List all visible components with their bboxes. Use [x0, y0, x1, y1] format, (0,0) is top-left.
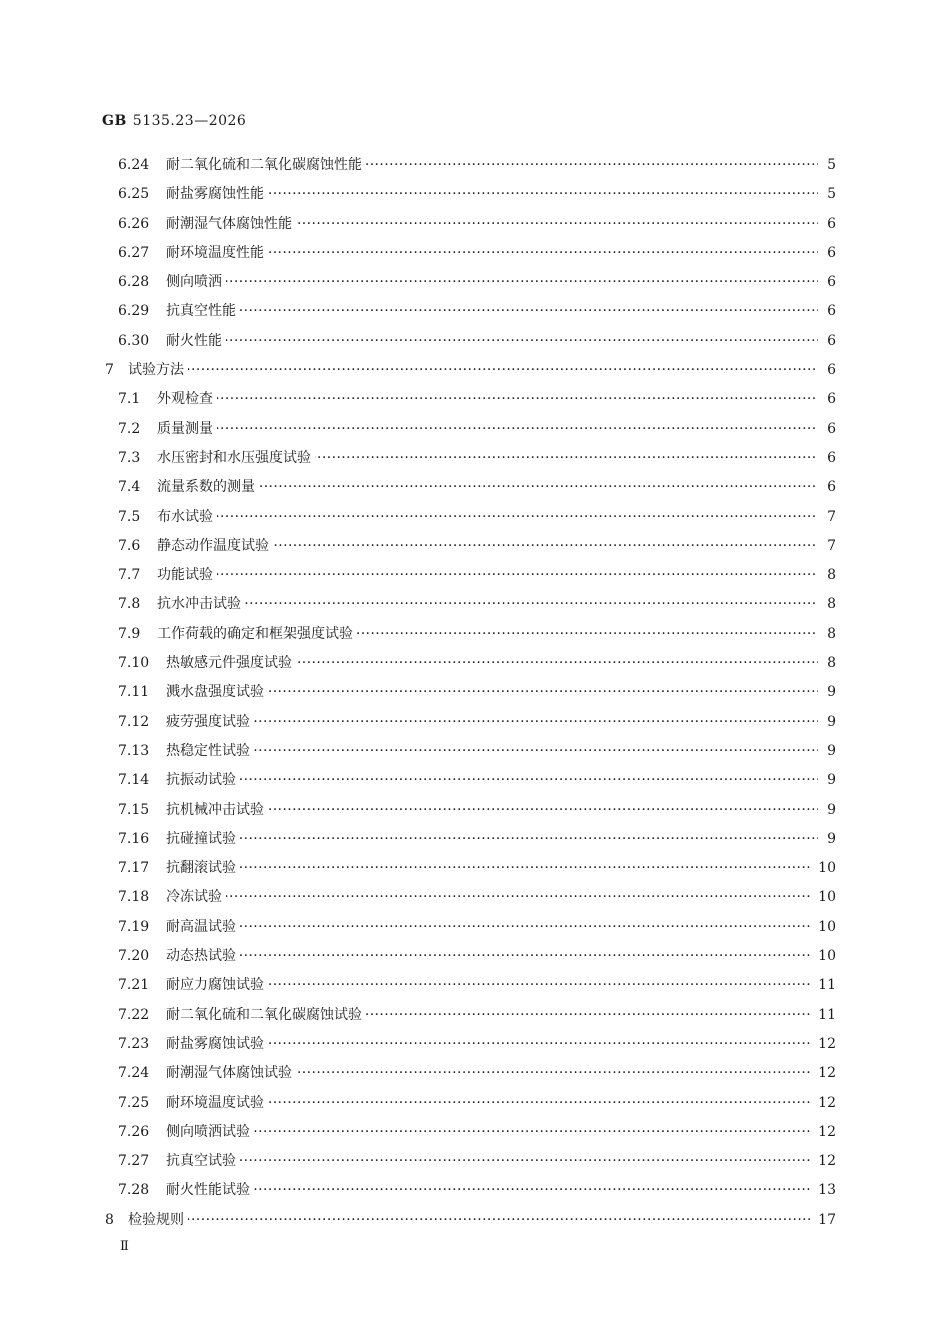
toc-entry-title: 功能试验 [157, 561, 217, 590]
toc-entry[interactable] [0, 796, 950, 825]
toc-entry[interactable] [0, 151, 950, 180]
toc-entry-page: 6 [827, 449, 836, 466]
toc-entry-title: 耐二氧化硫和二氧化碳腐蚀试验 [166, 1001, 366, 1030]
toc-entry[interactable] [0, 766, 950, 795]
toc-leader-dots [166, 327, 818, 356]
toc-entry[interactable] [0, 1206, 950, 1235]
toc-entry-title: 水压密封和水压强度试验 [157, 444, 315, 473]
toc-entry-page: 9 [827, 772, 836, 789]
toc-entry[interactable] [0, 561, 950, 590]
toc-entry-page: 12 [818, 1153, 836, 1170]
toc-entry-page: 6 [827, 420, 836, 437]
toc-entry-page: 12 [818, 1065, 836, 1082]
toc-entry-title: 流量系数的测量 [157, 473, 259, 502]
toc-entry[interactable] [0, 239, 950, 268]
toc-entry[interactable] [0, 590, 950, 619]
toc-entry-title: 耐环境温度试验 [166, 1089, 268, 1118]
toc-entry-number: 7.13 [118, 742, 150, 759]
toc-entry-number: 7.24 [118, 1065, 150, 1082]
toc-entry-page: 7 [827, 508, 836, 525]
toc-entry[interactable] [0, 1089, 950, 1118]
toc-entry-page: 9 [827, 830, 836, 847]
toc-entry[interactable] [0, 210, 950, 239]
toc-entry-page: 10 [818, 860, 836, 877]
toc-entry-title: 抗真空试验 [166, 1147, 240, 1176]
toc-entry-page: 5 [827, 157, 836, 173]
toc-entry-number: 7.15 [118, 801, 150, 818]
toc-leader-dots [166, 913, 810, 942]
toc-entry-title: 耐火性能试验 [166, 1176, 254, 1205]
toc-entry-page: 8 [827, 596, 836, 613]
toc-entry-page: 7 [827, 537, 836, 554]
toc-entry[interactable] [0, 297, 950, 326]
toc-entry[interactable] [0, 708, 950, 737]
toc-entry-page: 8 [827, 567, 836, 584]
toc-entry-number: 7.18 [118, 889, 150, 906]
toc-entry-number: 7.6 [118, 537, 141, 554]
toc-entry-title: 耐潮湿气体腐蚀试验 [166, 1059, 296, 1088]
toc-entry-number: 7.1 [118, 391, 141, 408]
toc-entry-number: 7.22 [118, 1006, 150, 1023]
toc-entry-number: 7.11 [118, 684, 150, 701]
toc-entry-number: 7.17 [118, 860, 150, 877]
toc-leader-dots [157, 503, 818, 532]
toc-entry[interactable] [0, 620, 950, 649]
toc-entry-number: 7.2 [118, 420, 141, 437]
toc-entry-title: 侧向喷洒试验 [166, 1118, 254, 1147]
toc-entry-page: 6 [827, 479, 836, 496]
toc-entry-page: 5 [827, 186, 836, 203]
toc-leader-dots [166, 1176, 810, 1205]
toc-entry[interactable] [0, 473, 950, 502]
toc-leader-dots [157, 590, 818, 619]
toc-entry-title: 耐盐雾腐蚀试验 [166, 1030, 268, 1059]
toc-entry-page: 11 [818, 1006, 836, 1023]
toc-entry-number: 8 [105, 1211, 114, 1228]
toc-entry[interactable] [0, 1030, 950, 1059]
toc-leader-dots [166, 825, 818, 854]
toc-entry-page: 6 [827, 274, 836, 291]
toc-entry[interactable] [0, 356, 950, 385]
toc-entry-page: 6 [827, 244, 836, 261]
toc-leader-dots [166, 268, 818, 297]
toc-entry[interactable] [0, 1001, 950, 1030]
toc-entry-title: 抗碰撞试验 [166, 825, 240, 854]
toc-entry[interactable] [0, 532, 950, 561]
toc-entry-title: 耐高温试验 [166, 913, 240, 942]
toc-entry[interactable] [0, 942, 950, 971]
toc-entry[interactable] [0, 268, 950, 297]
toc-entry[interactable] [0, 883, 950, 912]
toc-entry-number: 6.29 [118, 303, 150, 320]
toc-entry-title: 试验方法 [128, 356, 188, 385]
toc-entry-number: 7.26 [118, 1123, 150, 1140]
toc-leader-dots [166, 708, 818, 737]
toc-entry[interactable] [0, 415, 950, 444]
toc-entry-number: 6.27 [118, 244, 150, 261]
toc-entry[interactable] [0, 678, 950, 707]
toc-entry-number: 6.25 [118, 186, 150, 203]
toc-entry[interactable] [0, 854, 950, 883]
toc-entry-number: 7.5 [118, 508, 141, 525]
toc-entry-number: 6.28 [118, 274, 150, 291]
toc-entry-page: 9 [827, 801, 836, 818]
toc-leader-dots [166, 854, 810, 883]
toc-entry-title: 耐潮湿气体腐蚀性能 [166, 210, 296, 239]
toc-entry-page: 12 [818, 1035, 836, 1052]
toc-entry-page: 6 [827, 303, 836, 320]
toc-entry[interactable] [0, 503, 950, 532]
toc-entry-number: 7.8 [118, 596, 141, 613]
toc-entry[interactable] [0, 1059, 950, 1088]
toc-entry-page: 10 [818, 918, 836, 935]
toc-entry-number: 7.10 [118, 655, 150, 672]
toc-entry[interactable] [0, 737, 950, 766]
toc-entry-page: 10 [818, 889, 836, 906]
toc-entry[interactable] [0, 1176, 950, 1205]
toc-entry-title: 抗机械冲击试验 [166, 796, 268, 825]
toc-leader-dots [166, 883, 810, 912]
toc-entry-page: 6 [827, 332, 836, 349]
toc-entry-number: 7.12 [118, 713, 150, 730]
toc-entry-title: 耐火性能 [166, 327, 226, 356]
toc-leader-dots [166, 1147, 810, 1176]
toc-leader-dots [166, 297, 818, 326]
toc-entry-number: 7.27 [118, 1153, 150, 1170]
toc-entry-title: 溅水盘强度试验 [166, 678, 268, 707]
toc-entry[interactable] [0, 180, 950, 209]
toc-entry-title: 抗翻滚试验 [166, 854, 240, 883]
toc-entry-number: 7.4 [118, 479, 141, 496]
toc-entry-number: 7.20 [118, 948, 150, 965]
toc-entry-number: 6.30 [118, 332, 150, 349]
toc-entry-page: 8 [827, 625, 836, 642]
toc-entry-title: 疲劳强度试验 [166, 708, 254, 737]
toc-entry-number: 6.26 [118, 215, 150, 232]
toc-entry-title: 耐二氧化硫和二氧化碳腐蚀性能 [166, 151, 366, 180]
toc-entry[interactable] [0, 444, 950, 473]
toc-leader-dots [166, 766, 818, 795]
toc-entry-title: 静态动作温度试验 [157, 532, 273, 561]
toc-entry-page: 17 [818, 1211, 836, 1228]
toc-leader-dots [166, 1118, 810, 1147]
toc-entry-title: 侧向喷洒 [166, 268, 226, 297]
toc-entry-number: 7.16 [118, 830, 150, 847]
toc-entry-number: 7.9 [118, 625, 141, 642]
toc-entry-page: 9 [827, 713, 836, 730]
toc-entry-title: 外观检查 [157, 385, 217, 414]
toc-entry[interactable] [0, 971, 950, 1000]
toc-entry-page: 11 [818, 977, 836, 994]
toc-leader-dots [128, 356, 818, 385]
toc-entry-number: 7 [105, 362, 114, 379]
table-of-contents [0, 151, 950, 1235]
toc-entry-page: 6 [827, 215, 836, 232]
toc-entry-number: 7.28 [118, 1182, 150, 1199]
toc-entry-title: 热稳定性试验 [166, 737, 254, 766]
toc-entry[interactable] [0, 385, 950, 414]
toc-leader-dots [128, 1206, 810, 1235]
toc-leader-dots [166, 942, 810, 971]
toc-entry-title: 热敏感元件强度试验 [166, 649, 296, 678]
toc-entry[interactable] [0, 327, 950, 356]
toc-entry[interactable] [0, 1147, 950, 1176]
document-header [102, 113, 246, 129]
toc-entry-number: 7.3 [118, 449, 141, 466]
standard-code: GB [102, 113, 127, 129]
toc-entry-title: 抗水冲击试验 [157, 590, 245, 619]
toc-entry[interactable] [0, 825, 950, 854]
toc-entry-page: 12 [818, 1094, 836, 1111]
toc-entry-number: 7.14 [118, 772, 150, 789]
page-number-roman: Ⅱ [120, 1239, 129, 1254]
toc-entry-title: 动态热试验 [166, 942, 240, 971]
toc-entry-title: 耐盐雾腐蚀性能 [166, 180, 268, 209]
toc-leader-dots [157, 385, 818, 414]
toc-entry-title: 耐应力腐蚀试验 [166, 971, 268, 1000]
toc-entry-number: 7.23 [118, 1035, 150, 1052]
toc-entry-page: 9 [827, 742, 836, 759]
toc-entry-title: 检验规则 [128, 1206, 188, 1235]
toc-leader-dots [166, 737, 818, 766]
toc-entry[interactable] [0, 913, 950, 942]
toc-entry[interactable] [0, 1118, 950, 1147]
toc-entry[interactable] [0, 649, 950, 678]
toc-entry-page: 12 [818, 1123, 836, 1140]
toc-entry-page: 8 [827, 655, 836, 672]
toc-entry-title: 冷冻试验 [166, 883, 226, 912]
toc-entry-number: 7.19 [118, 918, 150, 935]
toc-entry-page: 13 [818, 1182, 836, 1199]
toc-entry-title: 工作荷载的确定和框架强度试验 [157, 620, 357, 649]
toc-leader-dots [157, 415, 818, 444]
toc-entry-title: 抗真空性能 [166, 297, 240, 326]
toc-entry-title: 耐环境温度性能 [166, 239, 268, 268]
toc-leader-dots [157, 561, 818, 590]
toc-entry-title: 抗振动试验 [166, 766, 240, 795]
toc-entry-page: 6 [827, 362, 836, 379]
toc-entry-title: 布水试验 [157, 503, 217, 532]
standard-number: 5135.23—2026 [132, 113, 247, 129]
toc-entry-number: 7.7 [118, 567, 141, 584]
toc-entry-number: 6.24 [118, 157, 150, 173]
toc-entry-title: 质量测量 [157, 415, 217, 444]
toc-entry-number: 7.25 [118, 1094, 150, 1111]
toc-entry-page: 9 [827, 684, 836, 701]
toc-entry-page: 6 [827, 391, 836, 408]
toc-entry-page: 10 [818, 948, 836, 965]
toc-entry-number: 7.21 [118, 977, 150, 994]
